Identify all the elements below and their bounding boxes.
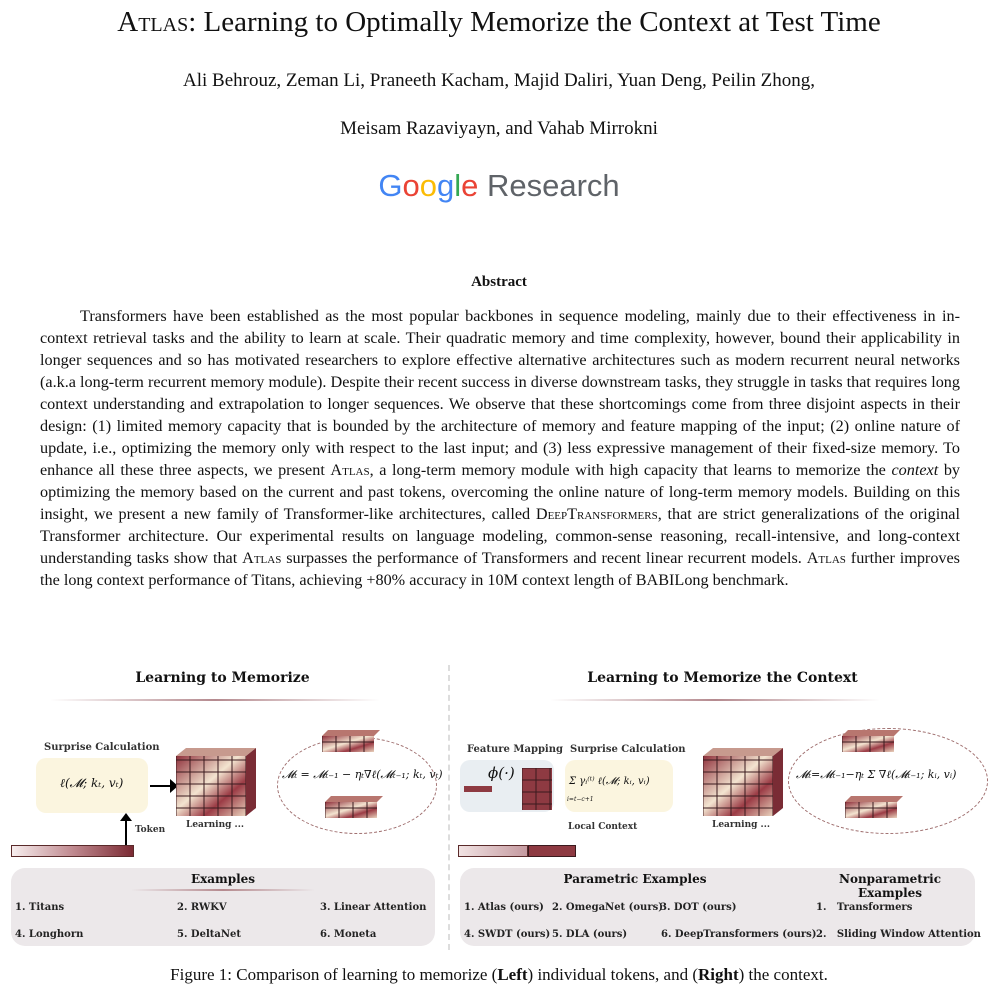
memory-slab-icon <box>845 796 903 820</box>
abstract-text: Transformers have been established as the most popular backbones in sequence modeling, mainly due to their effectiveness in in-context retrieval tasks and the ability to learn at scale. Their quadratic memory and time complexity, however, bound their applicability in longer sequences and so has motivated researchers to explore effective alternative architectures such as modern recurrent neural networks (a.k.a long-term recurrent memory module). Despite their recent success in diverse downstream tasks, they struggle in tasks that requires long context understanding and extrapolation to longer sequences. We observe that these shortcomings come from three disjoint aspects in their design: (1) limited memory capacity that is bounded by the architecture of memory and feature mapping of the input; (2) online nature of update, i.e., optimizing the memory only with respect to the last input; and (3) less expressive management of their fixed-size memory. To enhance all these three aspects, we present <box>40 307 960 479</box>
abstract-text: , a long-term memory module with high capacity that learns to memorize the <box>369 461 892 479</box>
example-item: 4. SWDT (ours) <box>464 929 551 940</box>
caption-text: ) the context. <box>738 965 828 984</box>
memory-slab-icon <box>322 730 380 754</box>
authors-line-1: Ali Behrouz, Zeman Li, Praneeth Kacham, Majid Daliri, Yuan Deng, Peilin Zhong, <box>183 70 815 91</box>
atlas-name: Atlas <box>806 549 846 567</box>
example-item: 4. Longhorn <box>15 929 84 940</box>
authors-line-2: Meisam Razaviyayn, and Vahab Mirrokni <box>340 118 658 139</box>
atlas-name: Atlas <box>330 461 370 479</box>
divider <box>50 699 380 701</box>
example-item: 6. Moneta <box>320 929 377 940</box>
figure-separator <box>448 665 450 950</box>
caption-right: Right <box>698 965 739 984</box>
examples-panel <box>11 868 435 946</box>
google-research-logo <box>0 168 998 204</box>
surprise-box <box>36 758 148 813</box>
examples-title: Examples <box>190 872 256 886</box>
atlas-name: Atlas <box>242 549 282 567</box>
abstract-heading: Abstract <box>471 274 527 290</box>
token-label: Token <box>135 825 166 835</box>
example-item: 3. Linear Attention <box>320 902 427 913</box>
surprise-box <box>565 760 673 812</box>
local-context-window <box>528 845 576 857</box>
input-vector <box>464 786 492 792</box>
figure-caption <box>0 965 998 985</box>
learning-label: Learning ... <box>186 820 244 830</box>
divider <box>550 699 880 701</box>
abstract-body <box>40 305 960 591</box>
deeptransformers-name: DeepTransformers <box>535 505 658 523</box>
example-item: 1. Transformers <box>816 902 913 913</box>
example-item: 6. DeepTransformers (ours) <box>661 929 817 940</box>
memory-slab-icon <box>842 730 900 754</box>
phi-function: ϕ(·) <box>488 764 515 782</box>
example-item: 2. RWKV <box>177 902 227 913</box>
token-sequence <box>458 845 528 857</box>
left-figure-title: Learning to Memorize <box>135 670 310 686</box>
token-sequence <box>11 845 134 857</box>
context-emph: context <box>891 461 939 479</box>
google-wordmark: Google <box>378 168 479 203</box>
update-equation: 𝓜ₜ = 𝓜ₜ₋₁ − ηₜ∇ℓ(𝓜ₜ₋₁; kₜ, vₜ) <box>282 768 443 781</box>
feature-mapping-box <box>460 760 554 812</box>
abstract-text: by optimizing the memory based on the current and past tokens, overcoming the online nature of long-term memory models. Building on this insight, we present a new family of Transformer-like architectures, called <box>40 461 961 523</box>
update-equation: 𝓜ₜ=𝓜ₜ₋₁−ηₜ Σ ∇ℓ(𝓜ₜ₋₁; kᵢ, vᵢ) <box>796 768 957 781</box>
arrow-up-icon <box>125 820 127 846</box>
example-item: 2. Sliding Window Attention <box>816 929 981 940</box>
example-item: 1. Atlas (ours) <box>464 902 544 913</box>
parametric-title: Parametric Examples <box>563 872 707 886</box>
title-name: Atlas <box>117 6 189 38</box>
right-figure-title: Learning to Memorize the Context <box>587 670 858 686</box>
learning-label: Learning ... <box>712 820 770 830</box>
abstract-text: further improves the long context performance of Titans, achieving +80% accuracy in 10M context length of BABILong benchmark. <box>40 549 960 589</box>
example-item: 5. DeltaNet <box>177 929 241 940</box>
memory-cube-icon <box>176 748 258 818</box>
example-item: 3. DOT (ours) <box>660 902 737 913</box>
feature-matrix-icon <box>522 768 552 810</box>
nonparametric-title: Nonparametric Examples <box>838 872 942 900</box>
surprise-label: Surprise Calculation <box>44 742 160 753</box>
example-item: 2. OmegaNet (ours) <box>552 902 663 913</box>
examples-panel <box>460 868 981 946</box>
caption-text: ) individual tokens, and ( <box>527 965 698 984</box>
abstract-text: , that are strict generalizations of the original Transformer architecture. Our experimental results on language modeling, common-sense reasoning, recall-intensive, and long-context understanding tasks show that <box>40 505 960 567</box>
title-rest: : Learning to Optimally Memorize the Context at Test Time <box>188 6 881 38</box>
example-item: 1. Titans <box>15 902 65 913</box>
caption-text: Figure 1: Comparison of learning to memorize ( <box>170 965 498 984</box>
sum-limits: i=t−c+1 <box>567 796 594 803</box>
paper-title <box>0 6 998 39</box>
arrowhead-icon <box>120 813 132 821</box>
memory-cube-icon <box>703 748 785 818</box>
memory-slab-icon <box>325 796 383 820</box>
loss-formula: ℓ(𝓜; kₜ, vₜ) <box>60 776 124 790</box>
abstract-text: surpasses the performance of Transformers and recent linear recurrent models. <box>281 549 807 567</box>
caption-left: Left <box>497 965 528 984</box>
surprise-label: Surprise Calculation <box>570 744 686 755</box>
feature-mapping-label: Feature Mapping <box>467 744 563 755</box>
local-context-label: Local Context <box>568 822 638 832</box>
research-wordmark: Research <box>486 168 620 203</box>
example-item: 5. DLA (ours) <box>552 929 628 940</box>
loss-formula: Σ γᵢ⁽ᵗ⁾ ℓ(𝓜; kᵢ, vᵢ) <box>569 776 650 787</box>
